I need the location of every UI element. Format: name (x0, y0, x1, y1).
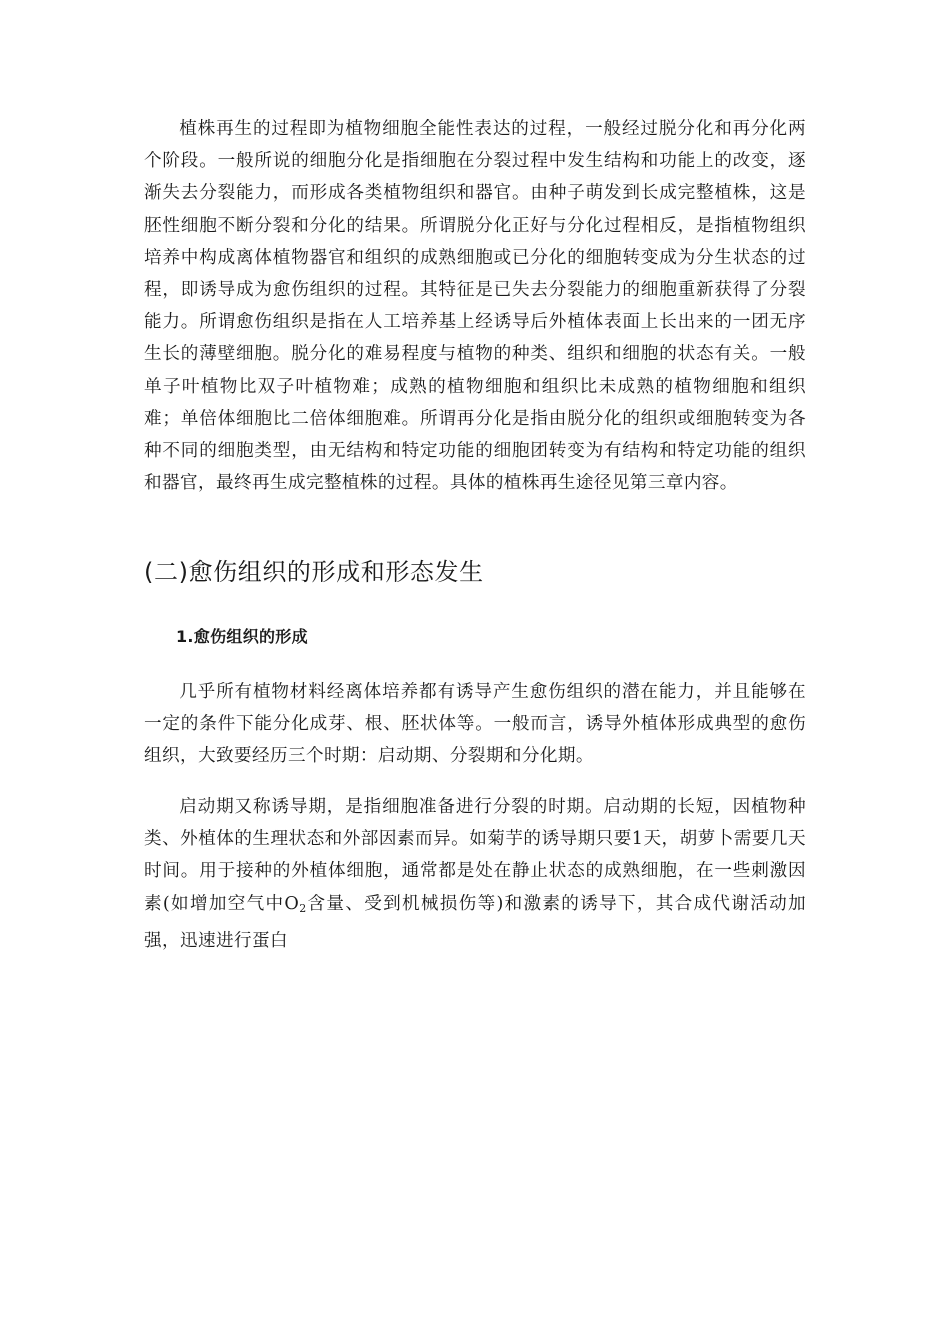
subsection-heading: 1.愈伤组织的形成 (176, 627, 308, 646)
document-content (144, 113, 806, 951)
paragraph-text-part-1: 启动期又称诱导期，是指细胞准备进行分裂的时期。启动期的长短，因植物种类、外植体的生理状态和外部因素而异。如菊芋的诱导期只要1天，胡萝卜需要几天时间。用于接种的外植体细胞，通常都是处在静止状态的成熟细胞，在一些刺激因素(如增加空气中O (144, 797, 806, 914)
paragraph-text-part-2: 含量、受到机械损伤等)和激素的诱导下，其合成代谢活动加强，迅速进行蛋白 (144, 893, 806, 951)
paragraph-plant-regeneration: 植株再生的过程即为植物细胞全能性表达的过程，一般经过脱分化和再分化两个阶段。一般所说的细胞分化是指细胞在分裂过程中发生结构和功能上的改变，逐渐失去分裂能力，而形成各类植物组织和器官。由种子萌发到长成完整植株，这是胚性细胞不断分裂和分化的结果。所谓脱分化正好与分化过程相反，是指植物组织培养中构成离体植物器官和组织的成熟细胞或已分化的细胞转变成为分生状态的过程，即诱导成为愈伤组织的过程。其特征是已失去分裂能力的细胞重新获得了分裂能力。所谓愈伤组织是指在人工培养基上经诱导后外植体表面上长出来的一团无序生长的薄壁细胞。脱分化的难易程度与植物的种类、组织和细胞的状态有关。一般单子叶植物比双子叶植物难；成熟的植物细胞和组织比未成熟的植物细胞和组织难；单倍体细胞比二倍体细胞难。所谓再分化是指由脱分化的组织或细胞转变为各种不同的细胞类型，由无结构和特定功能的细胞团转变为有结构和特定功能的组织和器官，最终再生成完整植株的过程。具体的植株再生途径见第三章内容。 (144, 119, 806, 494)
section-heading: (二)愈伤组织的形成和形态发生 (144, 558, 484, 586)
callus-formation-block (144, 676, 806, 773)
induction-phase-block (144, 791, 806, 957)
oxygen-subscript: 2 (299, 901, 307, 915)
paragraph-induction-phase (144, 791, 806, 957)
paragraph-callus-potential: 几乎所有植物材料经离体培养都有诱导产生愈伤组织的潜在能力，并且能够在一定的条件下能分化成芽、根、胚状体等。一般而言，诱导外植体形成典型的愈伤组织，大致要经历三个时期：启动期、分裂期和分化期。 (144, 682, 806, 767)
